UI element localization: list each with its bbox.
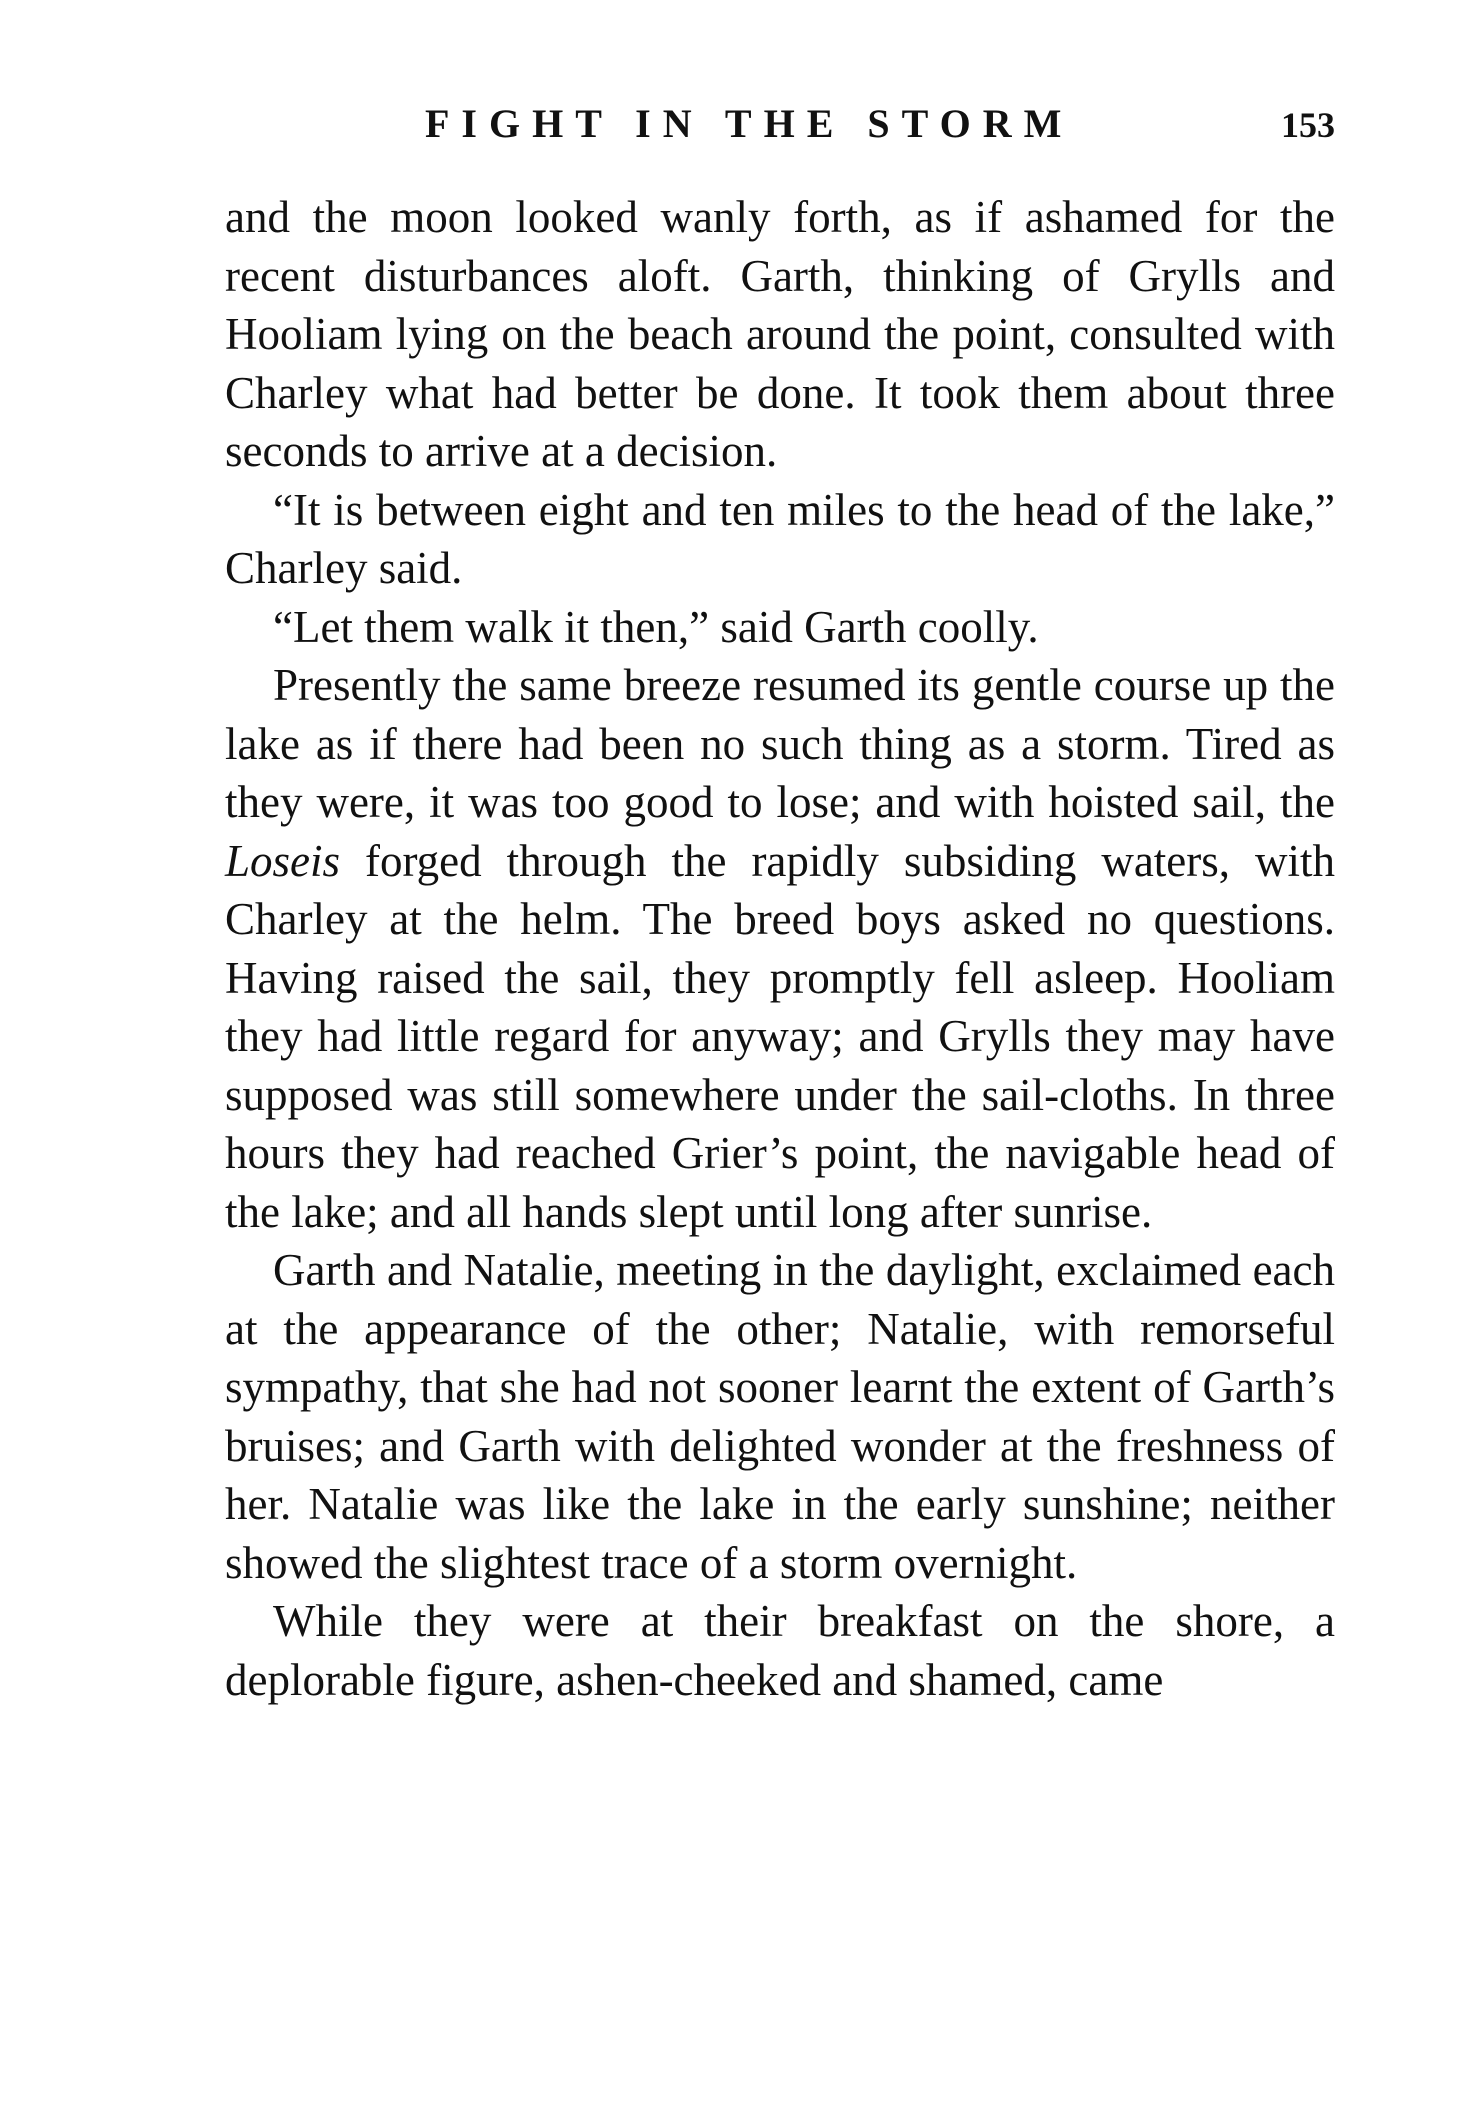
- paragraph-text-after-italic: forged through the rapidly subsiding waters, with Charley at the helm. The breed boys asked no questions. Having raised the sail, they promptly fell asleep. Hooliam they had little regard for anyway; and Grylls they may have supposed was still somewhere under the sail-cloths. In three hours they had reached Grier’s point, the navigable head of the lake; and all hands slept until long after sunrise.: [225, 835, 1335, 1237]
- running-head: [225, 100, 1335, 160]
- boat-name-italic: Loseis: [225, 835, 341, 886]
- paragraph-breakfast: While they were at their breakfast on the shore, a deplorable figure, ashen-cheeked and shamed, came: [225, 1596, 1335, 1705]
- body-text: [225, 188, 1335, 1709]
- page-number: 153: [1281, 105, 1335, 145]
- paragraph-sailing: [225, 656, 1335, 1241]
- paragraph-continued: and the moon looked wanly forth, as if ashamed for the recent disturbances aloft. Garth, thinking of Grylls and Hooliam lying on the beach around the point, consulted with Charley what had better be done. It took them about three seconds to arrive at a decision.: [225, 192, 1335, 476]
- paragraph-dialogue-charley: “It is between eight and ten miles to the head of the lake,” Charley said.: [225, 484, 1335, 593]
- running-title: FIGHT IN THE STORM: [425, 101, 1074, 146]
- paragraph-morning-meeting: Garth and Natalie, meeting in the daylight, exclaimed each at the appearance of the other; Natalie, with remorseful sympathy, that she had not sooner learnt the extent of Garth’s bruises; and Garth with delighted wonder at the freshness of her. Natalie was like the lake in the early sunshine; neither showed the slightest trace of a storm overnight.: [225, 1245, 1335, 1588]
- paragraph-dialogue-garth: “Let them walk it then,” said Garth coolly.: [273, 601, 1039, 652]
- paragraph-text-before-italic: Presently the same breeze resumed its gentle course up the lake as if there had been no such thing as a storm. Tired as they were, it was too good to lose; and with hoisted sail, the: [225, 660, 1335, 827]
